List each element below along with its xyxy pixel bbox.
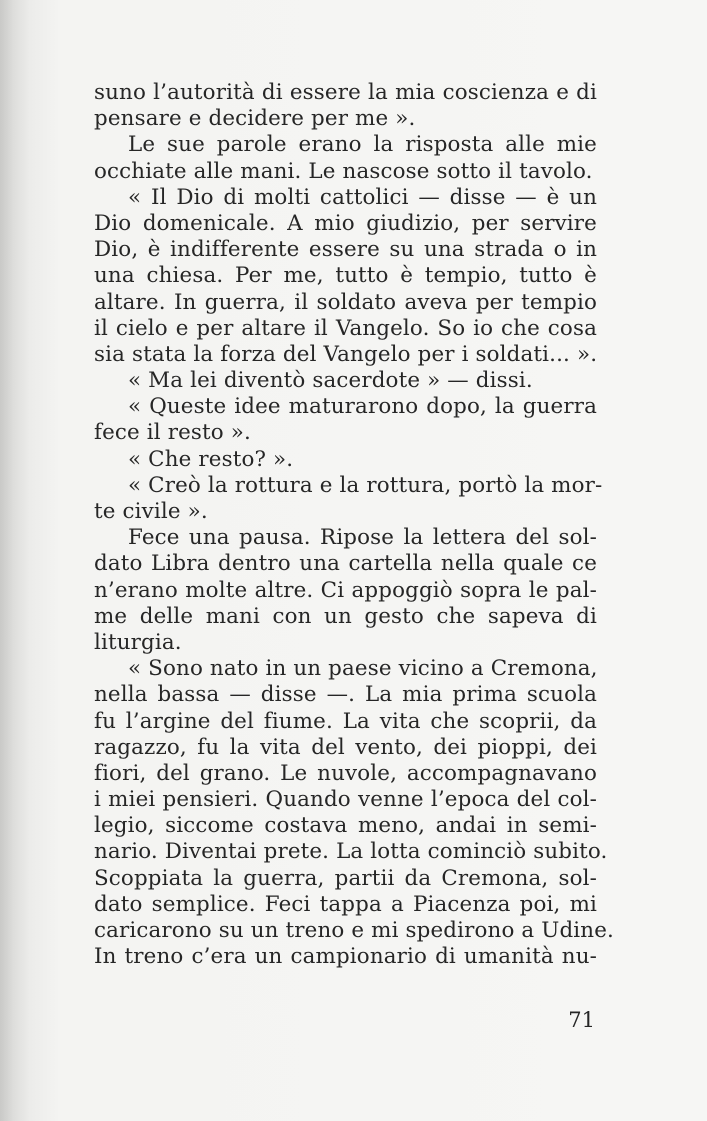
text-line: me delle mani con un gesto che sapeva di bbox=[94, 603, 597, 629]
text-line: « Queste idee maturarono dopo, la guerra bbox=[128, 394, 597, 420]
text-line: sia stata la forza del Vangelo per i soldati... ». bbox=[94, 341, 598, 367]
text-line: « Ma lei diventò sacerdote » — dissi. bbox=[128, 368, 533, 394]
text-line: liturgia. bbox=[94, 629, 182, 655]
text-line: dato semplice. Feci tappa a Piacenza poi, mi bbox=[94, 891, 597, 917]
text-line: ragazzo, fu la vita del vento, dei pioppi, dei bbox=[94, 734, 597, 760]
text-line: dato Libra dentro una cartella nella quale ce bbox=[94, 551, 597, 577]
text-line: Dio, è indifferente essere su una strada o in bbox=[94, 237, 597, 263]
text-line: caricarono su un treno e mi spedirono a Udine. bbox=[94, 918, 614, 943]
text-line: fece il resto ». bbox=[94, 420, 251, 446]
text-line: fu l’argine del fiume. La vita che scoprii, da bbox=[94, 708, 597, 734]
text-line: n’erano molte altre. Ci appoggiò sopra le pal- bbox=[94, 577, 597, 603]
text-line: suno l’autorità di essere la mia coscienza e di bbox=[94, 80, 597, 105]
body-text bbox=[94, 80, 614, 970]
text-line: In treno c’era un campionario di umanità nu- bbox=[94, 944, 597, 970]
text-line: altare. In guerra, il soldato aveva per tempio bbox=[94, 289, 597, 315]
text-line: Dio domenicale. A mio giudizio, per servire bbox=[94, 210, 597, 236]
text-line: nario. Diventai prete. La lotta cominciò subito. bbox=[94, 839, 608, 865]
page-number: 71 bbox=[568, 1008, 595, 1032]
text-line: « Il Dio di molti cattolici — disse — è un bbox=[128, 184, 597, 210]
text-line: « Creò la rottura e la rottura, portò la mor- bbox=[128, 472, 603, 498]
text-line: Scoppiata la guerra, partii da Cremona, sol- bbox=[94, 865, 597, 891]
text-line: « Sono nato in un paese vicino a Cremona, bbox=[128, 656, 598, 682]
text-line: pensare e decidere per me ». bbox=[94, 106, 416, 132]
text-line: legio, siccome costava meno, andai in semi- bbox=[94, 813, 597, 839]
text-line: Le sue parole erano la risposta alle mie bbox=[128, 132, 597, 158]
text-line: « Che resto? ». bbox=[128, 446, 294, 472]
text-line: il cielo e per altare il Vangelo. So io che cosa bbox=[94, 315, 597, 341]
text-line: te civile ». bbox=[94, 499, 208, 524]
text-line: nella bassa — disse —. La mia prima scuola bbox=[94, 682, 597, 708]
text-line: una chiesa. Per me, tutto è tempio, tutto è bbox=[94, 263, 597, 289]
text-line: i miei pensieri. Quando venne l’epoca del col- bbox=[94, 787, 597, 813]
text-line: Fece una pausa. Ripose la lettera del sol- bbox=[128, 525, 597, 551]
text-line: occhiate alle mani. Le nascose sotto il tavolo. bbox=[94, 158, 593, 184]
text-line: fiori, del grano. Le nuvole, accompagnavano bbox=[94, 760, 597, 786]
